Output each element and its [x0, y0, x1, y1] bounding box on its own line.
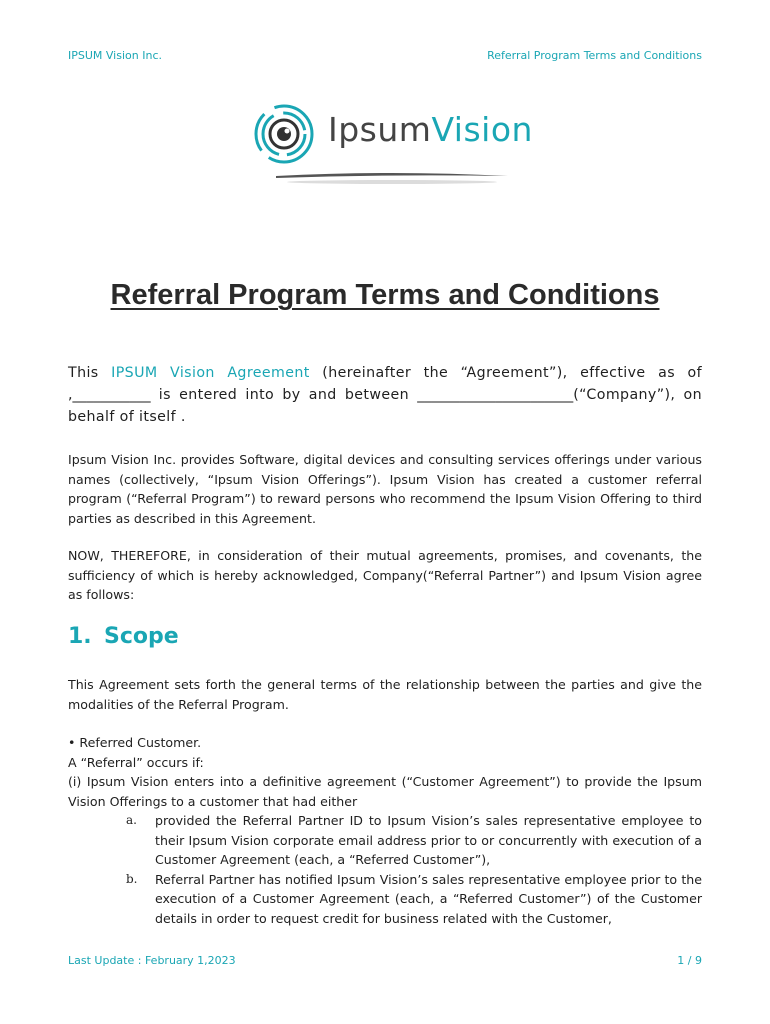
footer-page-number: 1 / 9 — [677, 954, 702, 967]
intro-post1: (hereinafter the “Agreement”), effective as of — [309, 365, 702, 381]
referral-definition-block — [68, 733, 702, 928]
intro-post3: (“Company”), on behalf of itself . — [68, 387, 702, 425]
offerings-paragraph: Ipsum Vision Inc. provides Software, digital devices and consulting services offerings under various names (collectively, “Ipsum Vision Offerings”). Ipsum Vision has created a customer referral program (“Referral Program”) to reward persons who recommend the Ipsum Vision Offering to third parties as described in this Agreement. — [68, 452, 702, 526]
date-blank-field[interactable]: ,___________ — [68, 387, 151, 403]
list-marker: b. — [126, 871, 138, 886]
referral-occurs-line: A “Referral” occurs if: — [68, 754, 204, 770]
intro-post2: is entered into by and between — [150, 387, 418, 403]
logo-swoosh — [272, 168, 512, 188]
document-title: Referral Program Terms and Conditions — [110, 279, 660, 312]
logo-word-vision: Vision — [431, 110, 533, 149]
intro-paragraph — [68, 362, 702, 428]
referred-customer-bullet: • Referred Customer. — [68, 735, 202, 750]
logo-wordmark — [328, 110, 533, 149]
section-1-number: 1. — [68, 624, 92, 649]
list-item-text: provided the Referral Partner ID to Ipsum Vision’s sales representative employee to their Ipsum Vision corporate email address prior to or concurrently with execution of a Customer Agreement (each, a “Referred Customer”), — [155, 813, 702, 867]
list-marker: a. — [126, 813, 137, 827]
company-logo — [252, 100, 533, 190]
agreement-name-highlight: IPSUM Vision Agreement — [111, 365, 310, 381]
list-item-text: Referral Partner has notified Ipsum Vision’s sales representative employee prior to the execution of a Customer Agreement (each, a “Referred Customer”) of the Customer details in order to request credit for business related with the Customer, — [155, 871, 702, 926]
header-document-title: Referral Program Terms and Conditions — [487, 49, 702, 62]
footer-last-update: Last Update : February 1,2023 — [68, 954, 236, 967]
scope-paragraph: This Agreement sets forth the general terms of the relationship between the parties and give the modalities of the Referral Program. — [68, 677, 702, 712]
clause-i: (i) Ipsum Vision enters into a definitive agreement (“Customer Agreement”) to provide the Ipsum Vision Offerings to a customer that had either — [68, 774, 702, 809]
section-1-heading — [68, 624, 179, 649]
company-blank-field[interactable]: ______________________ — [417, 387, 574, 403]
header-company-name: IPSUM Vision Inc. — [68, 49, 162, 62]
therefore-paragraph: NOW, THEREFORE, in consideration of their mutual agreements, promises, and covenants, the sufficiency of which is hereby acknowledged, Company(“Referral Partner”) and Ipsum Vision agree as follows: — [68, 548, 702, 602]
section-1-title: Scope — [104, 624, 179, 649]
list-item — [68, 870, 702, 929]
logo-word-ipsum: Ipsum — [328, 110, 432, 149]
eye-target-icon — [252, 102, 316, 166]
list-item — [68, 811, 702, 870]
intro-pre: This — [68, 365, 112, 381]
